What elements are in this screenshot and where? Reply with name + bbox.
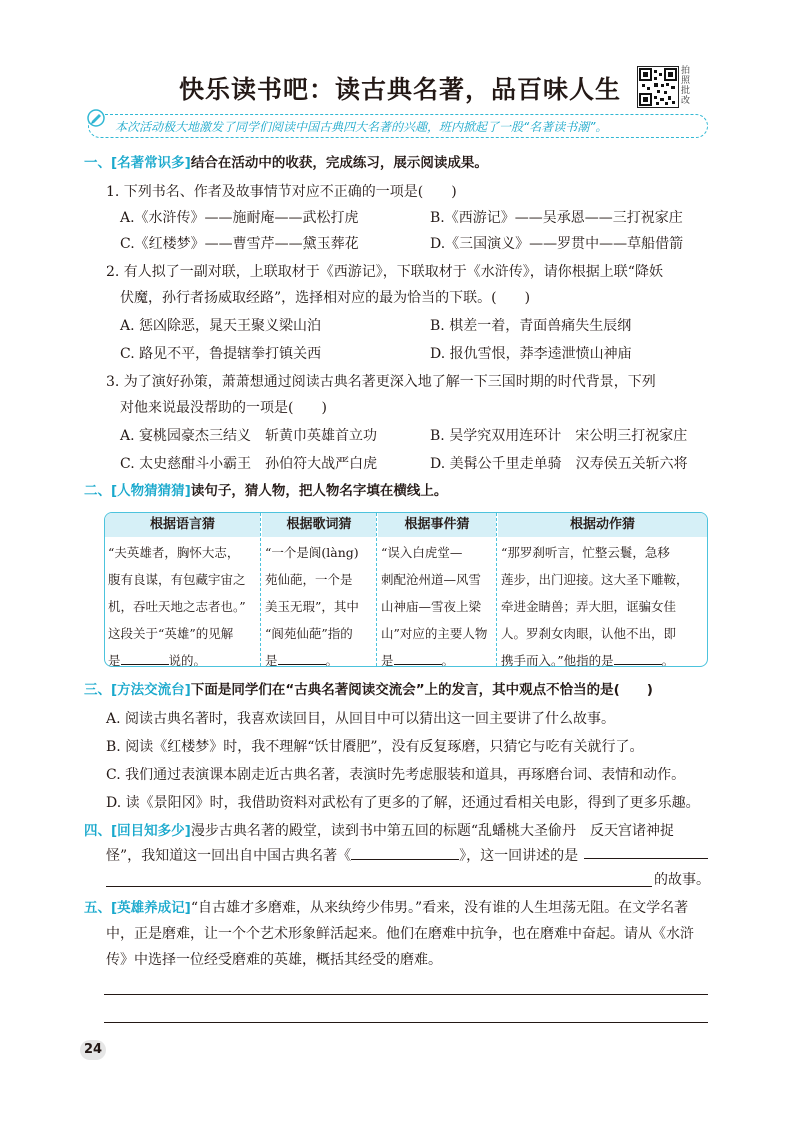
section-4-heading	[84, 821, 674, 841]
section-tag: [名著常识多]	[111, 155, 191, 171]
section-5-line2: 中，正是磨难，让一个个艺术形象鲜活起来。他们在磨难中抗争，也在磨难中奋起。请从《水浒	[106, 926, 694, 942]
section-tag: [方法交流台]	[111, 682, 191, 698]
section-number: 二、	[84, 483, 111, 499]
story-blank-line1[interactable]	[584, 858, 708, 859]
q2-option-c[interactable]: C. 路见不平，鲁提辖拳打镇关西	[120, 346, 322, 362]
page-number: 24	[80, 1040, 106, 1060]
s3-option-d[interactable]: D. 读《景阳冈》时，我借助资料对武松有了更多的了解，还通过看相关电影，得到了更多乐趣。	[106, 795, 700, 811]
table-cell-language: “夫英雄者，胸怀大志， 腹有良谋，有包藏宇宙之 机，吞吐天地之志者也。” 这段关于“英雄”的见解 是 说的。	[108, 545, 246, 667]
s3-option-b[interactable]: B. 阅读《红楼梦》时，我不理解“饫甘餍肥”，没有反复琢磨，只猜它与吃有关就行了。	[106, 739, 644, 755]
section-3-heading	[84, 680, 653, 700]
table-header-language: 根据语言猜	[105, 513, 260, 537]
answer-blank[interactable]	[278, 650, 326, 665]
section-number: 一、	[84, 155, 111, 171]
section-4-line2: 怪”，我知道这一回出自中国古典名著《 》，这一回讲述的是	[106, 845, 578, 866]
q1-option-c[interactable]: C.《红楼梦》——曹雪芹——黛玉葬花	[120, 236, 359, 252]
q2-option-a[interactable]: A. 惩凶除恶，晁天王聚义梁山泊	[120, 318, 322, 334]
section-text: “自古雄才多磨难，从来纨绔少伟男。”看来，没有谁的人生坦荡无阻。在文学名著	[190, 900, 689, 916]
guess-character-table	[104, 512, 708, 667]
book-name-blank[interactable]	[351, 845, 459, 860]
section-number: 三、	[84, 682, 111, 698]
qr-code[interactable]	[637, 66, 679, 108]
section-tag: [人物猜猜猜]	[111, 483, 191, 499]
question-3-stem-line1: 3. 为了演好孙策，萧萧想通过阅读古典名著更深入地了解一下三国时期的时代背景，下列	[106, 374, 656, 390]
section-number: 五、	[84, 900, 111, 916]
q3-option-b[interactable]: B. 吴学究双用连环计 宋公明三打祝家庄	[430, 428, 688, 444]
section-4-line3: 的故事。	[654, 872, 710, 888]
q1-option-a[interactable]: A.《水浒传》——施耐庵——武松打虎	[120, 210, 359, 226]
qr-label: 拍照批改	[681, 66, 691, 106]
page-title: 快乐读书吧：读古典名著，品百味人生	[178, 75, 621, 104]
table-header-events: 根据事件猜	[378, 513, 496, 537]
answer-line-1[interactable]	[104, 994, 708, 995]
s3-option-a[interactable]: A. 阅读古典名著时，我喜欢读回目，从回目中可以猜出这一回主要讲了什么故事。	[106, 711, 616, 727]
section-2-heading	[84, 481, 447, 501]
q3-option-c[interactable]: C. 太史慈酣斗小霸王 孙伯符大战严白虎	[120, 456, 378, 472]
question-2-stem-line1: 2. 有人拟了一副对联，上联取材于《西游记》，下联取材于《水浒传》，请你根据上联“降妖	[106, 264, 663, 280]
question-3-stem-line2: 对他来说最没帮助的一项是( )	[120, 400, 327, 416]
section-tag: [英雄养成记]	[111, 900, 191, 916]
section-instruction: 结合在活动中的收获，完成练习，展示阅读成果。	[190, 155, 488, 171]
s3-option-c[interactable]: C. 我们通过表演课本剧走近古典名著，表演时先考虑服装和道具，再琢磨台词、表情和动作。	[106, 767, 686, 783]
table-header-lyrics: 根据歌词猜	[262, 513, 376, 537]
section-instruction: 读句子，猜人物，把人物名字填在横线上。	[190, 483, 448, 499]
answer-line-2[interactable]	[104, 1022, 708, 1023]
q1-option-b[interactable]: B.《西游记》——吴承恩——三打祝家庄	[430, 210, 683, 226]
pencil-icon	[86, 108, 110, 128]
question-1-stem: 1. 下列书名、作者及故事情节对应不正确的一项是( )	[106, 184, 457, 200]
answer-blank[interactable]	[121, 650, 169, 665]
section-5-line3: 传》中选择一位经受磨难的英雄，概括其经受的磨难。	[106, 952, 442, 968]
section-instruction: 下面是同学们在“古典名著阅读交流会”上的发言，其中观点不恰当的是( )	[190, 682, 653, 698]
q2-option-d[interactable]: D. 报仇雪恨，莽李逵泄愤山神庙	[430, 346, 632, 362]
table-cell-actions: “那罗刹听言，忙整云鬟，急移 莲步，出门迎接。这大圣下雕鞍， 牵进金睛兽；弄大胆，诓骗女佳 人。罗刹女肉眼，认他不出，即 携手而入。”他指的是 。	[501, 545, 689, 667]
q1-option-d[interactable]: D.《三国演义》——罗贯中——草船借箭	[430, 236, 684, 252]
section-1-heading	[84, 153, 488, 173]
section-number: 四、	[84, 823, 111, 839]
table-cell-lyrics: “一个是阆(làng) 苑仙葩，一个是 美玉无瑕”，其中 “阆苑仙葩”指的 是 。	[265, 545, 359, 667]
table-header-actions: 根据动作猜	[498, 513, 707, 537]
answer-blank[interactable]	[614, 650, 662, 665]
q3-option-d[interactable]: D. 美髯公千里走单骑 汉寿侯五关斩六将	[430, 456, 688, 472]
story-blank-line2[interactable]	[106, 886, 652, 887]
q3-option-a[interactable]: A. 宴桃园豪杰三结义 斩黄巾英雄首立功	[120, 428, 378, 444]
table-cell-events: “误入白虎堂— 刺配沧州道—风雪 山神庙—雪夜上梁 山”对应的主要人物 是 。	[381, 545, 488, 667]
question-2-stem-line2: 伏魔，孙行者扬威取经路”，选择相对应的最为恰当的下联。( )	[120, 290, 531, 306]
section-5-heading	[84, 898, 688, 918]
q2-option-b[interactable]: B. 棋差一着，青面兽痛失生辰纲	[430, 318, 632, 334]
section-tag: [回目知多少]	[111, 823, 191, 839]
intro-banner: 本次活动极大地激发了同学们阅读中国古典四大名著的兴趣，班内掀起了一股“名著读书潮”。	[88, 114, 708, 138]
section-text: 漫步古典名著的殿堂，读到书中第五回的标题“乱蟠桃大圣偷丹 反天宫诸神捉	[190, 823, 674, 839]
answer-blank[interactable]	[394, 650, 442, 665]
